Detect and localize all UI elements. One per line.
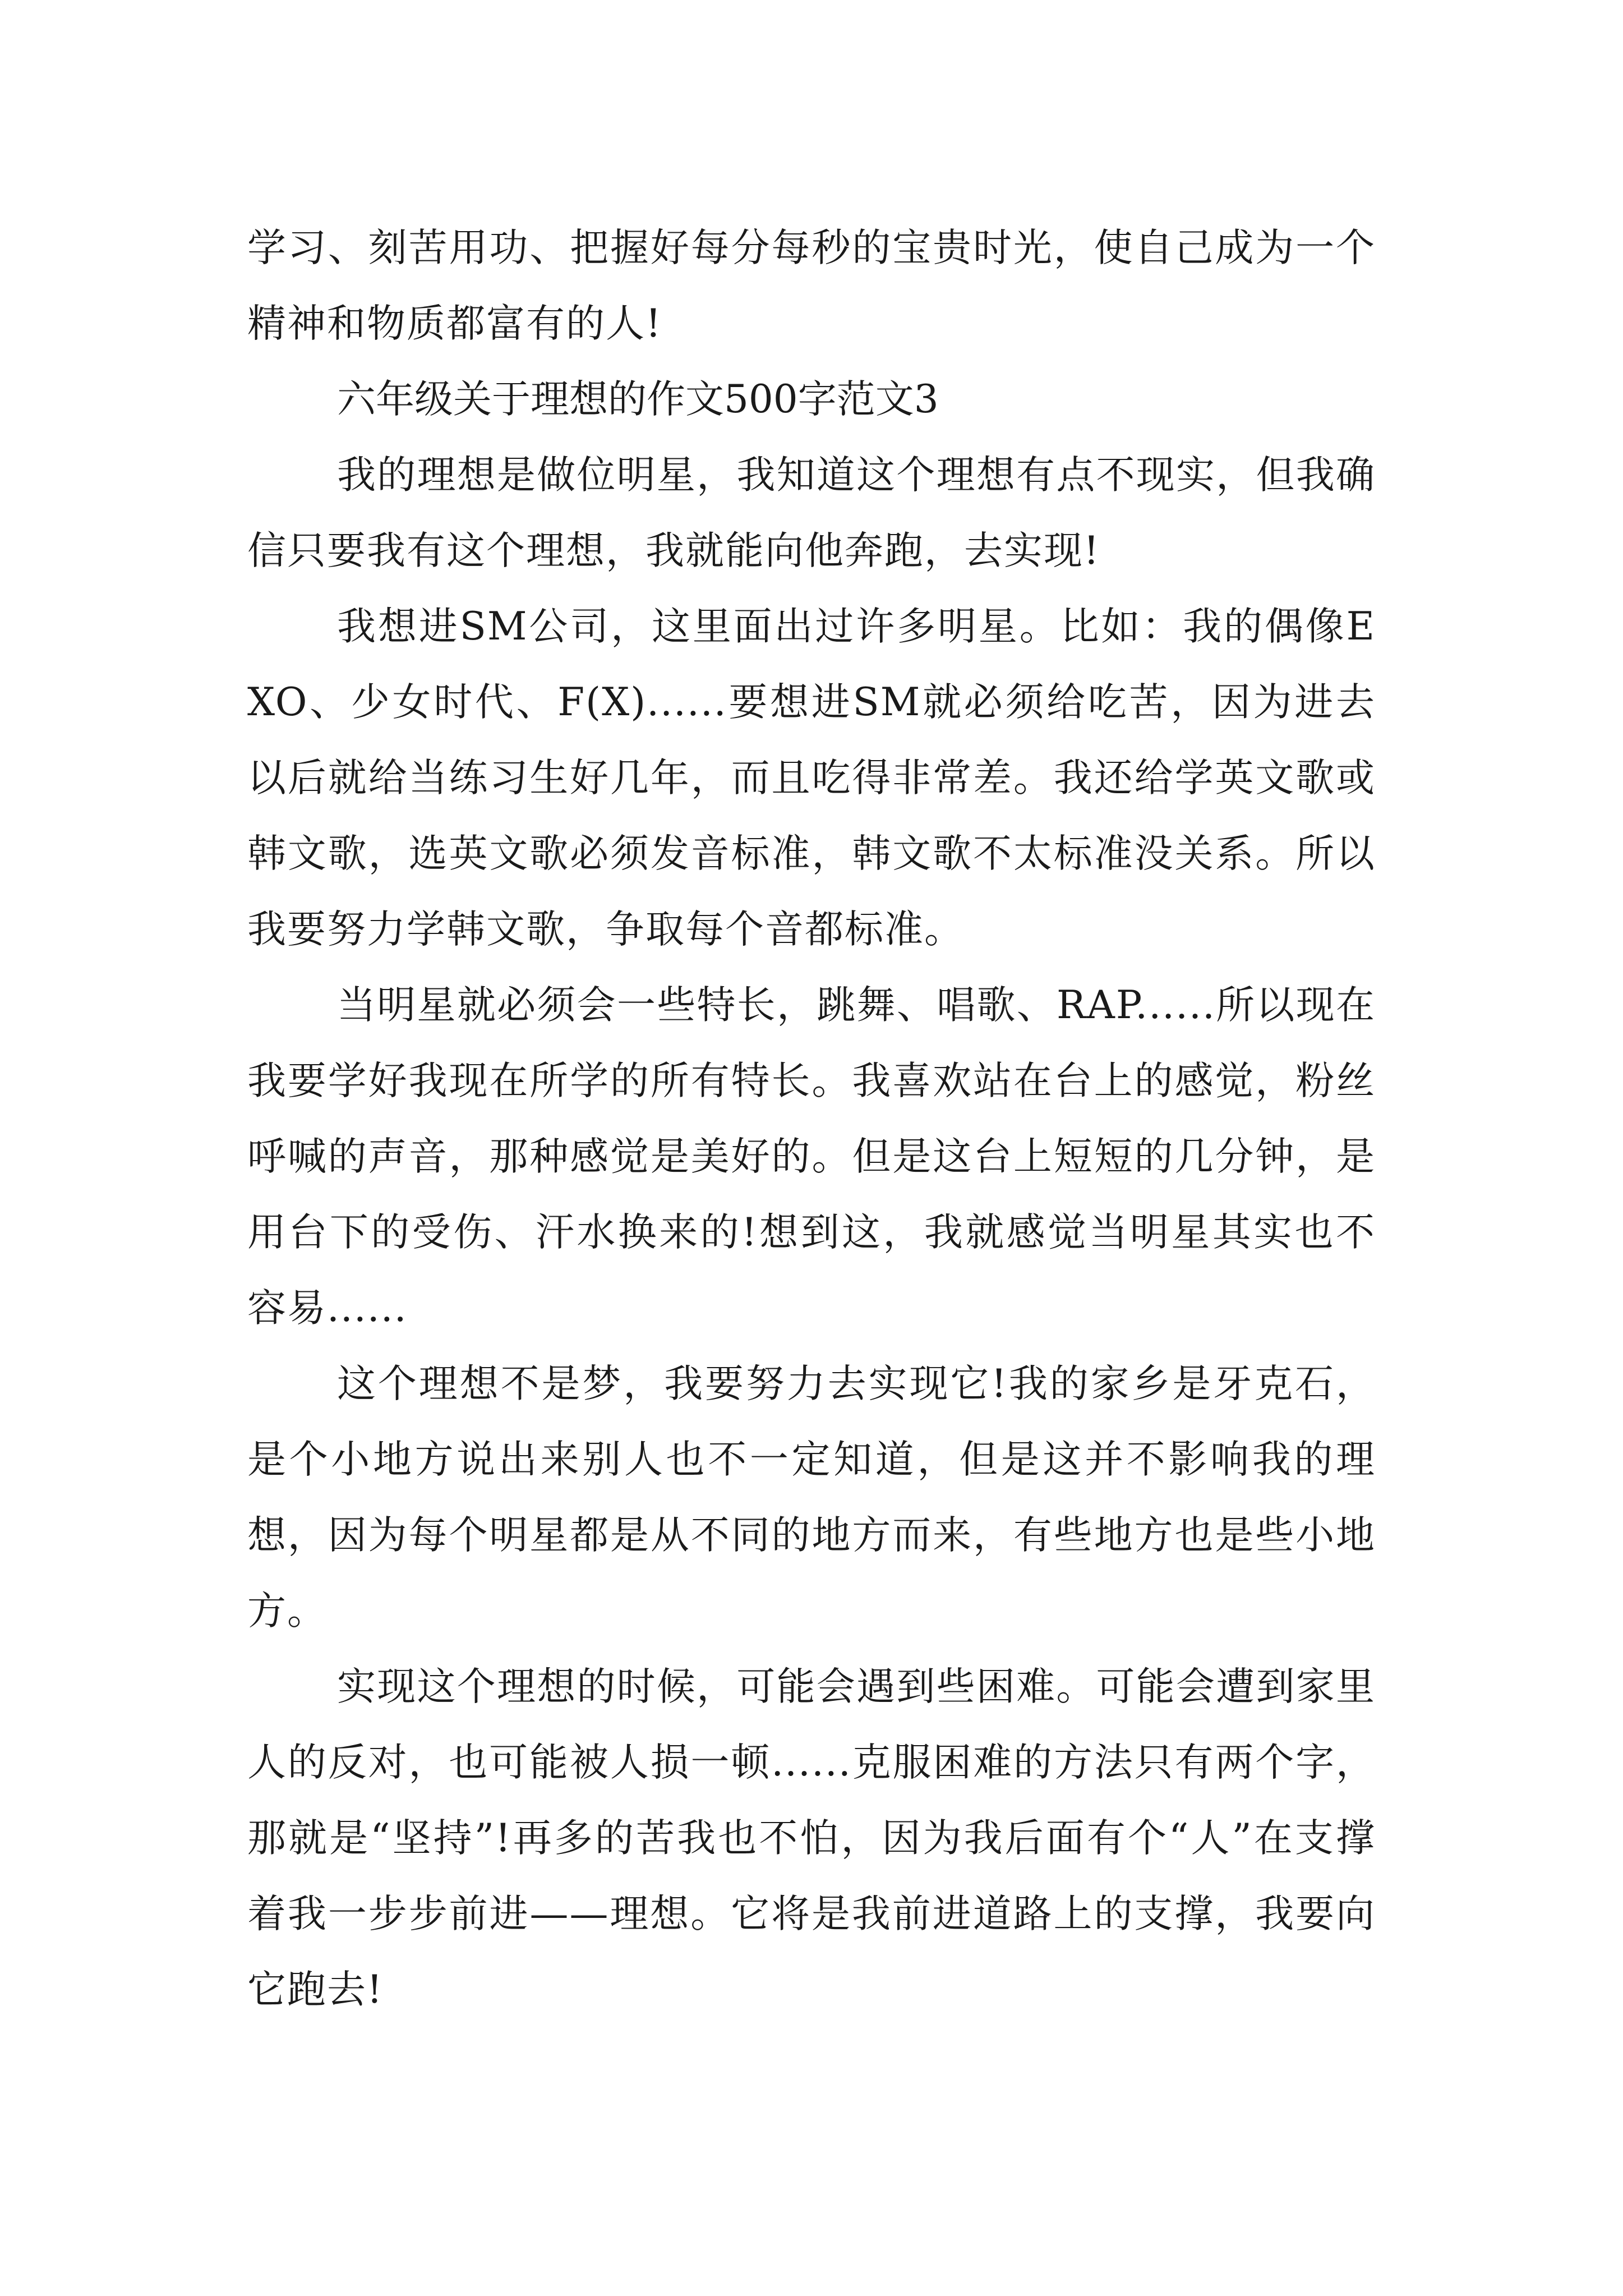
paragraph-sm-company: 我想进SM公司，这里面出过许多明星。比如：我的偶像EXO、少女时代、F(X)......要想进SM就必须给吃苦，因为进去以后就给当练习生好几年，而且吃得非常差。我还给学英文歌或韩文歌，选英文歌必须发音标准，韩文歌不太标准没关系。所以我要努力学韩文歌，争取每个音都标准。: [247, 604, 1376, 952]
paragraph-difficulties: 实现这个理想的时候，可能会遇到些困难。可能会遭到家里人的反对，也可能被人损一顿......克服困难的方法只有两个字，那就是“坚持”!再多的苦我也不怕，因为我后面有个“人”在支撑着我一步步前进——理想。它将是我前进道路上的支撑，我要向它跑去!: [247, 1664, 1376, 2012]
paragraph-talents: 当明星就必须会一些特长，跳舞、唱歌、RAP......所以现在我要学好我现在所学的所有特长。我喜欢站在台上的感觉，粉丝呼喊的声音，那种感觉是美好的。但是这台上短短的几分钟，是用台下的受伤、汗水换来的!想到这，我就感觉当明星其实也不容易......: [247, 983, 1376, 1331]
paragraph-continuation: 学习、刻苦用功、把握好每分每秒的宝贵时光，使自己成为一个精神和物质都富有的人!: [247, 226, 1376, 346]
essay-title: 六年级关于理想的作文500字范文3: [337, 377, 939, 422]
paragraph-dream: 我的理想是做位明星，我知道这个理想有点不现实，但我确信只要我有这个理想，我就能向他奔跑，去实现!: [247, 453, 1376, 573]
paragraph-hometown: 这个理想不是梦，我要努力去实现它!我的家乡是牙克石，是个小地方说出来别人也不一定知道，但是这并不影响我的理想，因为每个明星都是从不同的地方而来，有些地方也是些小地方。: [247, 1361, 1376, 1634]
